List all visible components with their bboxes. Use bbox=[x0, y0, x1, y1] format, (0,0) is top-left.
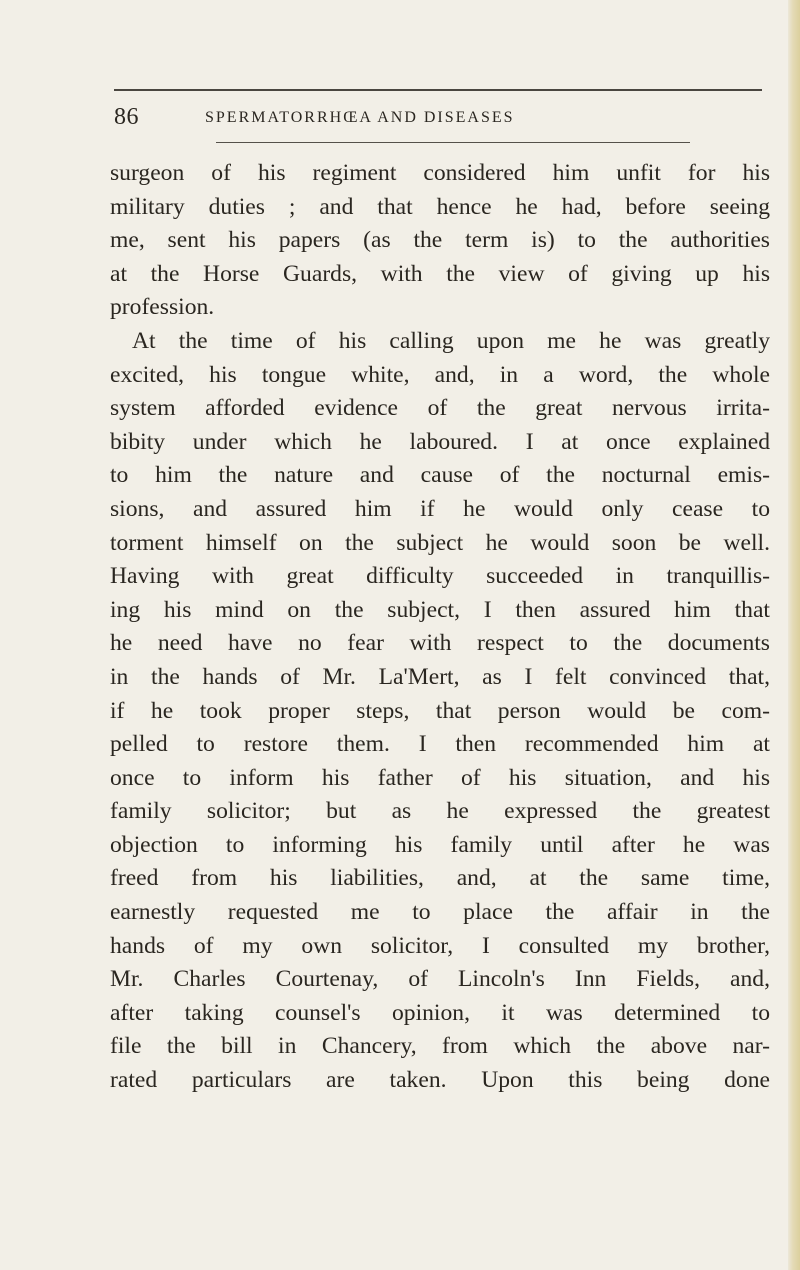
text-line: once to inform his father of his situation, and his bbox=[110, 764, 770, 791]
text-line: at the Horse Guards, with the view of giving up his bbox=[110, 260, 770, 287]
page-edge-shadow bbox=[788, 0, 800, 1270]
text-line: torment himself on the subject he would soon be well. bbox=[110, 529, 770, 556]
text-line: surgeon of his regiment considered him unfit for his bbox=[110, 160, 770, 186]
text-line: profession. bbox=[110, 294, 215, 321]
text-line: system afforded evidence of the great nervous irrita- bbox=[110, 395, 770, 422]
text-line: bibity under which he laboured. I at once explained bbox=[110, 428, 770, 455]
text-line: after taking counsel's opinion, it was determined to bbox=[110, 999, 770, 1026]
text-line: excited, his tongue white, and, in a word, the whole bbox=[110, 361, 770, 388]
text-line: file the bill in Chancery, from which the above nar- bbox=[110, 1033, 770, 1060]
text-line: to him the nature and cause of the nocturnal emis- bbox=[110, 462, 770, 489]
text-line: he need have no fear with respect to the documents bbox=[110, 630, 770, 657]
page-header bbox=[114, 104, 764, 134]
text-line: hands of my own solicitor, I consulted my brother, bbox=[110, 932, 770, 959]
text-line: Having with great difficulty succeeded in tranquillis- bbox=[110, 563, 770, 590]
text-line: rated particulars are taken. Upon this being done bbox=[110, 1067, 770, 1094]
text-line: ing his mind on the subject, I then assured him that bbox=[110, 596, 770, 623]
text-line: me, sent his papers (as the term is) to the authorities bbox=[110, 227, 770, 254]
page-number: 86 bbox=[114, 104, 139, 130]
text-line: family solicitor; but as he expressed the greatest bbox=[110, 798, 770, 825]
text-line: sions, and assured him if he would only cease to bbox=[110, 495, 770, 522]
text-line: At the time of his calling upon me he was greatly bbox=[132, 327, 770, 354]
text-line: objection to informing his family until after he was bbox=[110, 831, 770, 858]
header-rule bbox=[216, 142, 690, 143]
text-line: earnestly requested me to place the affair in the bbox=[110, 899, 770, 926]
text-line: in the hands of Mr. La'Mert, as I felt convinced that, bbox=[110, 663, 770, 690]
text-line: pelled to restore them. I then recommended him at bbox=[110, 731, 770, 758]
text-line: if he took proper steps, that person would be com- bbox=[110, 697, 770, 724]
body-text bbox=[110, 157, 770, 1098]
text-line: military duties ; and that hence he had, before seeing bbox=[110, 193, 770, 220]
running-title: SPERMATORRHŒA AND DISEASES bbox=[205, 109, 515, 126]
text-line: freed from his liabilities, and, at the same time, bbox=[110, 865, 770, 892]
text-line: Mr. Charles Courtenay, of Lincoln's Inn Fields, and, bbox=[110, 966, 770, 993]
top-rule bbox=[114, 89, 762, 91]
